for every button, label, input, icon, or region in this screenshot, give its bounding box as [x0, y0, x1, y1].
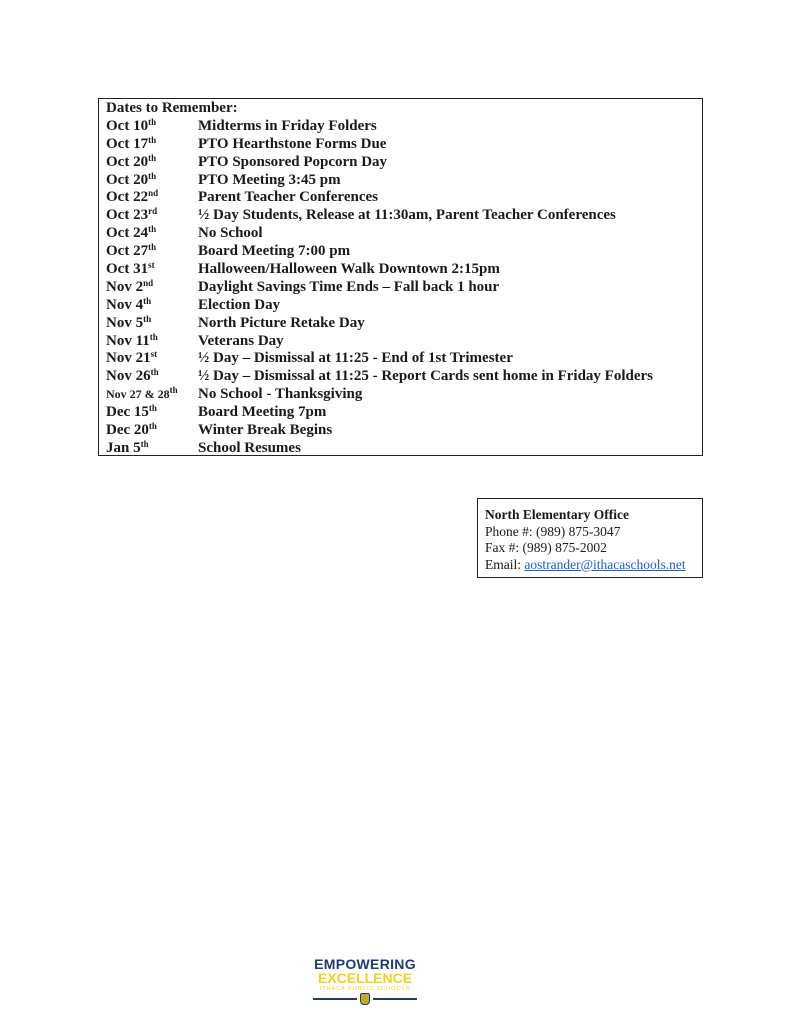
date-cell — [106, 136, 156, 154]
office-title: North Elementary Office — [485, 507, 629, 522]
date-text: Nov 21 — [106, 350, 151, 367]
email-label: Email: — [485, 556, 525, 572]
date-row — [106, 440, 702, 458]
date-row — [106, 189, 702, 207]
date-cell — [106, 440, 149, 458]
event-cell: Midterms in Friday Folders — [198, 117, 377, 134]
date-suffix: th — [148, 403, 157, 414]
date-text: Oct 22 — [106, 189, 149, 206]
date-cell — [106, 333, 158, 351]
event-cell: Halloween/Halloween Walk Downtown 2:15pm — [198, 261, 500, 278]
date-text: Oct 10 — [106, 117, 149, 134]
date-text: Oct 23 — [106, 207, 149, 224]
date-text: Nov 2 — [106, 278, 144, 295]
date-suffix: th — [143, 313, 152, 324]
date-suffix: th — [140, 438, 149, 449]
date-cell — [106, 172, 156, 190]
date-text: Nov 26 — [106, 368, 151, 385]
date-cell — [106, 279, 153, 297]
date-text: Oct 31 — [106, 261, 149, 278]
date-cell — [106, 386, 178, 404]
event-cell: Board Meeting 7:00 pm — [198, 243, 351, 260]
date-cell — [106, 261, 155, 279]
date-suffix: rd — [148, 206, 158, 217]
date-suffix: nd — [143, 277, 154, 288]
date-cell — [106, 225, 156, 243]
event-cell: PTO Meeting 3:45 pm — [198, 171, 341, 188]
date-row — [106, 118, 702, 136]
date-row — [106, 350, 702, 368]
date-suffix: th — [148, 134, 157, 145]
event-cell: No School — [198, 225, 263, 242]
logo-line-3: ITHACA PUBLIC SCHOOLS — [319, 986, 411, 992]
office-fax: Fax #: (989) 875-2002 — [485, 540, 607, 555]
date-cell — [106, 297, 151, 315]
date-suffix: nd — [148, 188, 159, 199]
date-cell — [106, 118, 156, 136]
date-row — [106, 207, 702, 225]
date-text: Nov 4 — [106, 296, 144, 313]
date-row — [106, 154, 702, 172]
date-cell — [106, 243, 156, 261]
date-row — [106, 386, 702, 404]
date-suffix: th — [150, 367, 159, 378]
date-row — [106, 261, 702, 279]
event-cell: ½ Day – Dismissal at 11:25 - Report Cards sent home in Friday Folders — [198, 368, 653, 385]
date-row — [106, 243, 702, 261]
email-link[interactable]: aostrander@ithacaschools.net — [524, 556, 686, 572]
date-cell — [106, 404, 157, 422]
date-row — [106, 422, 702, 440]
event-cell: Veterans Day — [198, 332, 284, 349]
date-suffix: th — [148, 116, 157, 127]
dates-to-remember-box — [98, 98, 703, 456]
date-text: Jan 5 — [106, 439, 141, 456]
date-text: Oct 17 — [106, 135, 149, 152]
date-suffix: st — [148, 260, 155, 271]
date-row — [106, 404, 702, 422]
date-cell — [106, 368, 159, 386]
date-row — [106, 279, 702, 297]
date-text: Oct 20 — [106, 171, 149, 188]
date-row — [106, 225, 702, 243]
event-cell: North Picture Retake Day — [198, 314, 365, 331]
office-contact-box — [477, 498, 703, 578]
logo-line-2: EXCELLENCE — [317, 970, 413, 986]
date-suffix: th — [148, 421, 157, 432]
date-row — [106, 368, 702, 386]
district-logo — [310, 957, 420, 1005]
date-row — [106, 297, 702, 315]
logo-line-1: EMPOWERING — [314, 956, 416, 972]
date-row — [106, 172, 702, 190]
event-cell: ½ Day Students, Release at 11:30am, Parent Teacher Conferences — [198, 207, 616, 224]
date-text: Nov 5 — [106, 314, 144, 331]
date-suffix: th — [149, 331, 158, 342]
office-phone: Phone #: (989) 875-3047 — [485, 523, 621, 539]
event-cell: Election Day — [198, 296, 281, 313]
date-cell — [106, 315, 151, 333]
event-cell: School Resumes — [198, 439, 301, 456]
event-cell: Winter Break Begins — [198, 422, 333, 439]
event-cell: No School - Thanksgiving — [198, 386, 363, 403]
date-cell — [106, 350, 157, 368]
date-text: Oct 20 — [106, 153, 149, 170]
date-cell — [106, 422, 157, 440]
event-cell: ½ Day – Dismissal at 11:25 - End of 1st Trimester — [198, 350, 513, 367]
event-cell: PTO Sponsored Popcorn Day — [198, 153, 388, 170]
date-row — [106, 333, 702, 351]
date-text: Nov 27 & 28 — [106, 387, 170, 402]
event-cell: Parent Teacher Conferences — [198, 189, 378, 206]
date-cell — [106, 207, 157, 225]
date-row — [106, 315, 702, 333]
date-text: Oct 24 — [106, 225, 149, 242]
date-text: Oct 27 — [106, 243, 149, 260]
date-cell — [106, 154, 156, 172]
date-row — [106, 136, 702, 154]
date-suffix: th — [143, 295, 152, 306]
event-cell: Board Meeting 7pm — [198, 404, 327, 421]
date-suffix: th — [169, 385, 178, 396]
crest-icon — [360, 993, 370, 1005]
event-cell: PTO Hearthstone Forms Due — [198, 135, 387, 152]
date-suffix: th — [148, 170, 157, 181]
date-text: Dec 15 — [106, 404, 149, 421]
date-cell — [106, 189, 158, 207]
date-text: Nov 11 — [106, 332, 150, 349]
event-cell: Daylight Savings Time Ends – Fall back 1 hour — [198, 278, 500, 295]
dates-title: Dates to Remember: — [106, 100, 238, 116]
date-text: Dec 20 — [106, 422, 149, 439]
date-suffix: st — [150, 349, 158, 360]
date-suffix: th — [148, 242, 157, 253]
date-suffix: th — [148, 152, 157, 163]
date-suffix: th — [148, 224, 157, 235]
